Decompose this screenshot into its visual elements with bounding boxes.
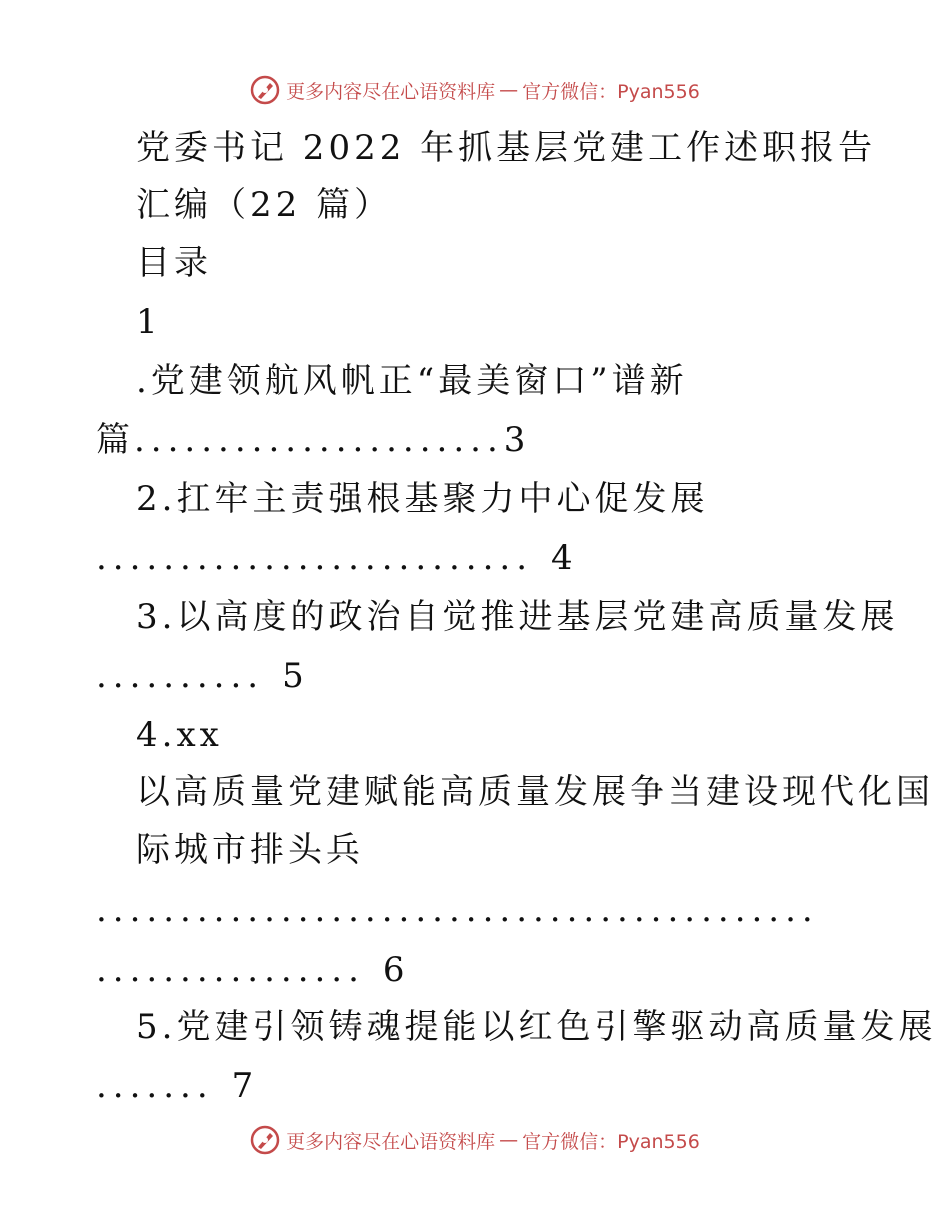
toc-entry-1-title-cont: 篇: [96, 420, 134, 460]
toc-heading: 目录: [136, 243, 212, 283]
toc-entry-4-page: 6: [382, 950, 409, 990]
toc-entry-4-dots-line-1: ...........................................: [96, 890, 819, 930]
watermark-separator: —: [499, 79, 519, 101]
header-watermark: [0, 70, 950, 110]
watermark-right-text: 官方微信：Pyan556: [522, 80, 700, 103]
toc-entry-4-leader: [96, 950, 409, 990]
toc-entry-4-title-pre: xx: [176, 715, 223, 755]
toc-entry-3-page: 5: [282, 656, 308, 696]
toc-entry-4-dots-line-2: ................: [96, 950, 365, 990]
toc-entry-5-dots: .......: [96, 1066, 214, 1106]
title-line-2: 汇编（22 篇）: [136, 185, 393, 225]
toc-entry-1-number: 1: [136, 302, 162, 342]
toc-entry-5-number: 5.: [136, 1007, 177, 1047]
toc-entry-3-leader: [96, 656, 308, 696]
toc-entry-1-page: 3: [503, 420, 530, 460]
watermark-left-text: 更多内容尽在心语资料库: [286, 1130, 496, 1153]
toc-entry-2-page: 4: [551, 538, 577, 578]
watermark-separator: —: [499, 1129, 519, 1151]
toc-entry-2-title-line: [136, 479, 708, 519]
toc-entry-5-title-line: [136, 1007, 936, 1047]
toc-entry-2-leader: [96, 538, 577, 578]
footer-watermark: [0, 1120, 950, 1160]
toc-entry-4-title-line-1: 以高质量党建赋能高质量发展争当建设现代化国: [136, 772, 934, 812]
toc-entry-4-number: 4.: [136, 715, 177, 755]
toc-entry-3-dots: ..........: [96, 656, 265, 696]
pen-logo-icon: [250, 1125, 280, 1155]
toc-entry-1-leader: [96, 420, 529, 460]
pen-logo-icon: [250, 75, 280, 105]
toc-entry-3-title-line: [136, 597, 898, 637]
toc-entry-4-number-line: [136, 715, 223, 755]
toc-entry-2-dots: ..........................: [96, 538, 533, 578]
toc-entry-1-dots: ......................: [134, 420, 504, 460]
toc-entry-2-number: 2.: [136, 479, 177, 519]
toc-entry-3-number: 3.: [136, 597, 177, 637]
watermark-right-text: 官方微信：Pyan556: [522, 1130, 700, 1153]
watermark-left-text: 更多内容尽在心语资料库: [286, 80, 496, 103]
toc-entry-4-title-line-2: 际城市排头兵: [136, 830, 364, 870]
toc-entry-2-title: 扛牢主责强根基聚力中心促发展: [176, 479, 709, 519]
toc-entry-5-page: 7: [231, 1066, 258, 1106]
toc-entry-1-title: .党建领航风帆正“最美窗口”谱新: [136, 361, 688, 401]
title-line-1: 党委书记 2022 年抓基层党建工作述职报告: [136, 128, 877, 168]
toc-entry-5-title: 党建引领铸魂提能以红色引擎驱动高质量发展: [176, 1007, 937, 1047]
toc-entry-5-leader: [96, 1066, 257, 1106]
toc-entry-3-title: 以高度的政治自觉推进基层党建高质量发展: [176, 597, 899, 637]
